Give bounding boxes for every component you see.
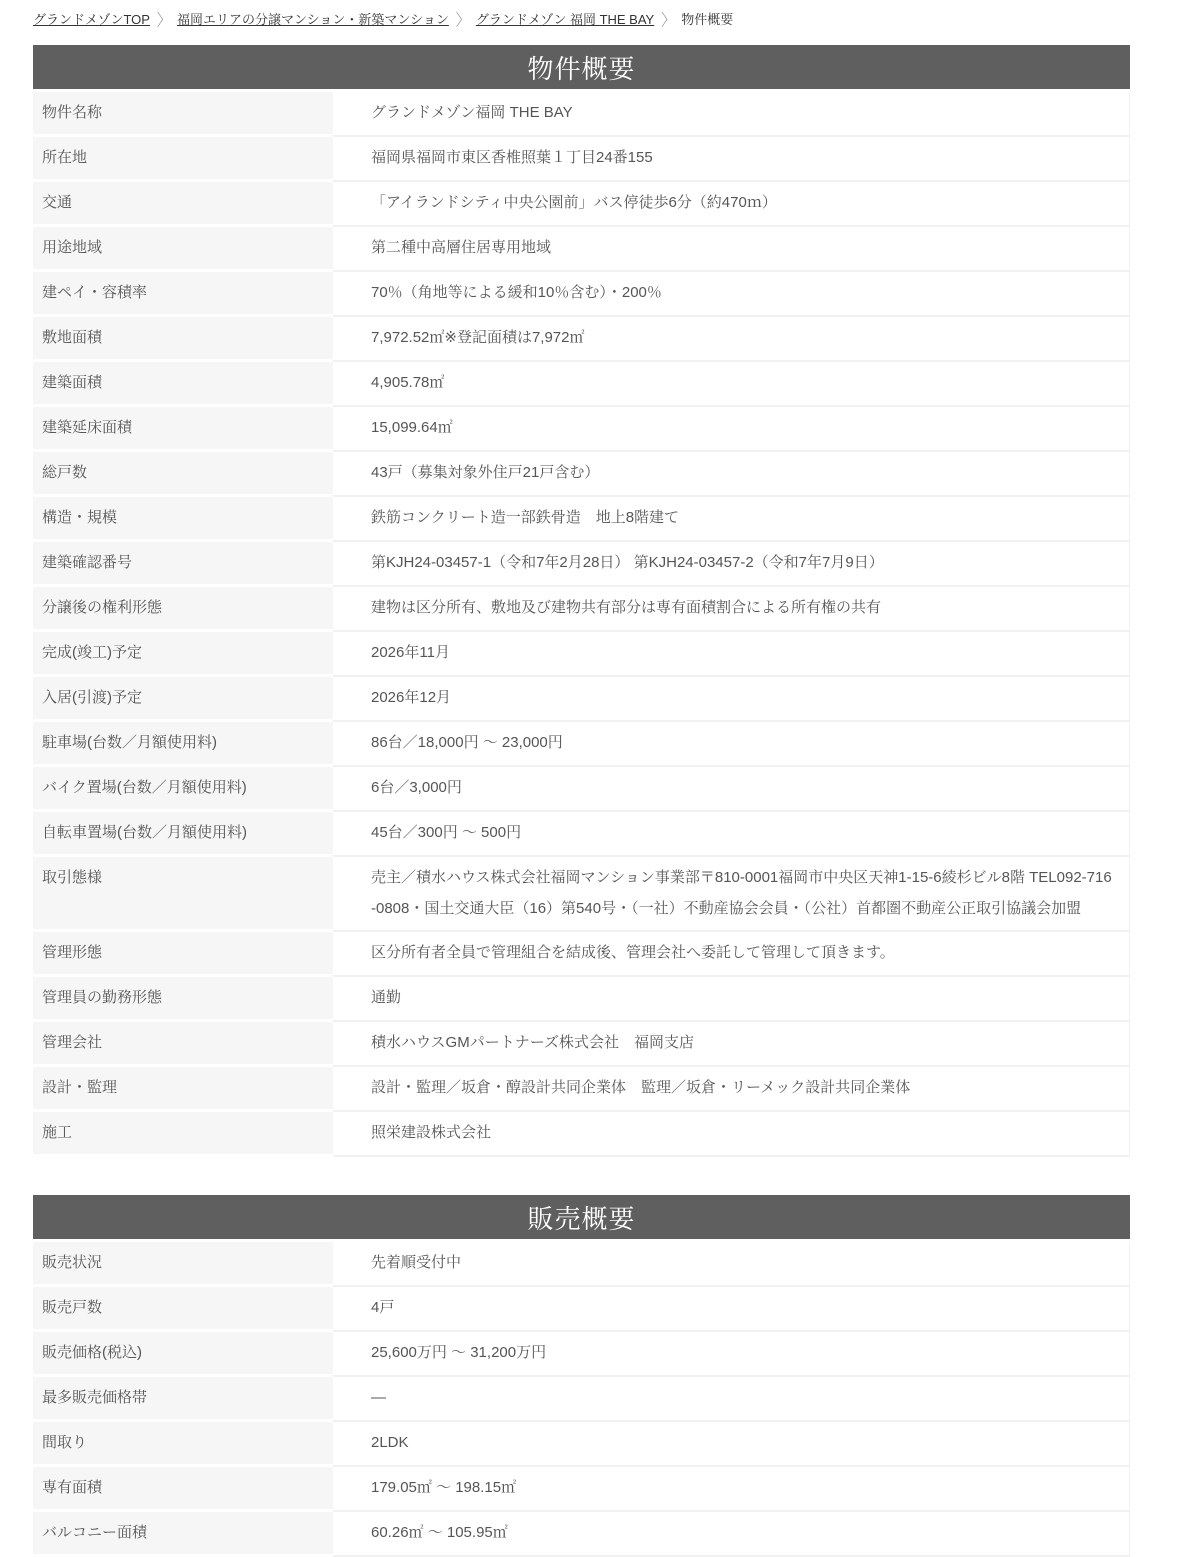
row-value: 60.26㎡ ～ 105.95㎡ [333,1512,1130,1557]
breadcrumb-separator-icon: 〉 [455,10,469,30]
row-label: 建築確認番号 [33,542,333,587]
row-value: 2LDK [333,1422,1130,1467]
row-label: 間取り [33,1422,333,1467]
table-row [33,1332,1130,1377]
breadcrumb [33,9,1163,28]
table-row [33,767,1130,812]
row-label: 取引態様 [33,857,333,932]
row-label: 建築延床面積 [33,407,333,452]
row-label: 入居(引渡)予定 [33,677,333,722]
row-value: 2026年11月 [333,632,1130,677]
row-label: 建ペイ・容積率 [33,272,333,317]
row-value: 第二種中高層住居専用地域 [333,227,1130,272]
row-value: 区分所有者全員で管理組合を結成後、管理会社へ委託して管理して頂きます。 [333,932,1130,977]
row-value: 積水ハウスGMパートナーズ株式会社 福岡支店 [333,1022,1130,1067]
row-value: 86台／18,000円 ～ 23,000円 [333,722,1130,767]
breadcrumb-separator-icon: 〉 [156,10,170,30]
table-row [33,452,1130,497]
table-row [33,587,1130,632]
row-value: 「アイランドシティ中央公園前」バス停徒歩6分（約470ｍ） [333,182,1130,227]
table-row [33,542,1130,587]
row-label: 販売戸数 [33,1287,333,1332]
table-row [33,317,1130,362]
row-value: 売主／積水ハウス株式会社福岡マンション事業部〒810-0001福岡市中央区天神1-15-6綾杉ビル8階 TEL092-716-0808・国土交通大臣（16）第540号・（一社）不動産協会会員・（公社）首都圏不動産公正取引協議会加盟 [333,857,1130,932]
table-row [33,227,1130,272]
row-label: 所在地 [33,137,333,182]
row-value: 福岡県福岡市東区香椎照葉１丁目24番155 [333,137,1130,182]
row-value: 通勤 [333,977,1130,1022]
table-row [33,812,1130,857]
row-label: 販売状況 [33,1242,333,1287]
table-row [33,1287,1130,1332]
table-row [33,1112,1130,1157]
property-table-title: 物件概要 [33,45,1130,89]
table-row [33,677,1130,722]
row-value: 4戸 [333,1287,1130,1332]
table-row [33,1467,1130,1512]
row-label: 管理員の勤務形態 [33,977,333,1022]
row-value: 先着順受付中 [333,1242,1130,1287]
row-value: ― [333,1377,1130,1422]
table-row [33,722,1130,767]
row-value: 設計・監理／坂倉・醇設計共同企業体 監理／坂倉・リーメック設計共同企業体 [333,1067,1130,1112]
property-overview-section [33,45,1130,1157]
table-row [33,1067,1130,1112]
table-row [33,932,1130,977]
row-label: 自転車置場(台数／月額使用料) [33,812,333,857]
table-row [33,977,1130,1022]
row-label: 設計・監理 [33,1067,333,1112]
sales-overview-section [33,1195,1130,1557]
row-label: 施工 [33,1112,333,1157]
row-label: 分譲後の権利形態 [33,587,333,632]
table-row [33,362,1130,407]
row-label: 最多販売価格帯 [33,1377,333,1422]
table-row [33,1022,1130,1067]
row-value: 70％（角地等による緩和10％含む）・200％ [333,272,1130,317]
row-label: バルコニー面積 [33,1512,333,1557]
table-row [33,1512,1130,1557]
row-label: 敷地面積 [33,317,333,362]
row-value: 45台／300円 ～ 500円 [333,812,1130,857]
row-value: 43戸（募集対象外住戸21戸含む） [333,452,1130,497]
row-value: グランドメゾン福岡 THE BAY [333,92,1130,137]
table-row [33,1422,1130,1467]
breadcrumb-separator-icon: 〉 [661,10,675,30]
row-label: バイク置場(台数／月額使用料) [33,767,333,812]
row-value: 4,905.78㎡ [333,362,1130,407]
table-row [33,137,1130,182]
breadcrumb-link[interactable]: グランドメゾン 福岡 THE BAY [475,12,655,27]
table-row [33,92,1130,137]
table-row [33,497,1130,542]
row-label: 交通 [33,182,333,227]
row-value: 179.05㎡ ～ 198.15㎡ [333,1467,1130,1512]
row-value: 第KJH24-03457-1（令和7年2月28日） 第KJH24-03457-2（令和7年7月9日） [333,542,1130,587]
row-label: 総戸数 [33,452,333,497]
row-label: 建築面積 [33,362,333,407]
row-label: 構造・規模 [33,497,333,542]
row-label: 販売価格(税込) [33,1332,333,1377]
row-label: 完成(竣工)予定 [33,632,333,677]
row-label: 物件名称 [33,92,333,137]
breadcrumb-current: 物件概要 [681,12,734,27]
row-value: 15,099.64㎡ [333,407,1130,452]
sales-table-title: 販売概要 [33,1195,1130,1239]
breadcrumb-link[interactable]: グランドメゾンTOP [33,12,150,27]
table-row [33,272,1130,317]
sales-table [33,1242,1130,1557]
table-row [33,857,1130,932]
table-row [33,1377,1130,1422]
row-value: 7,972.52㎡※登記面積は7,972㎡ [333,317,1130,362]
row-value: 2026年12月 [333,677,1130,722]
property-table [33,92,1130,1157]
table-row [33,632,1130,677]
row-label: 駐車場(台数／月額使用料) [33,722,333,767]
row-label: 管理形態 [33,932,333,977]
row-value: 25,600万円 ～ 31,200万円 [333,1332,1130,1377]
table-row [33,182,1130,227]
table-row [33,1242,1130,1287]
table-row [33,407,1130,452]
row-value: 鉄筋コンクリート造一部鉄骨造 地上8階建て [333,497,1130,542]
row-label: 管理会社 [33,1022,333,1067]
row-value: 照栄建設株式会社 [333,1112,1130,1157]
row-label: 用途地域 [33,227,333,272]
row-value: 6台／3,000円 [333,767,1130,812]
row-label: 専有面積 [33,1467,333,1512]
breadcrumb-link[interactable]: 福岡エリアの分譲マンション・新築マンション [177,12,449,27]
row-value: 建物は区分所有、敷地及び建物共有部分は専有面積割合による所有権の共有 [333,587,1130,632]
